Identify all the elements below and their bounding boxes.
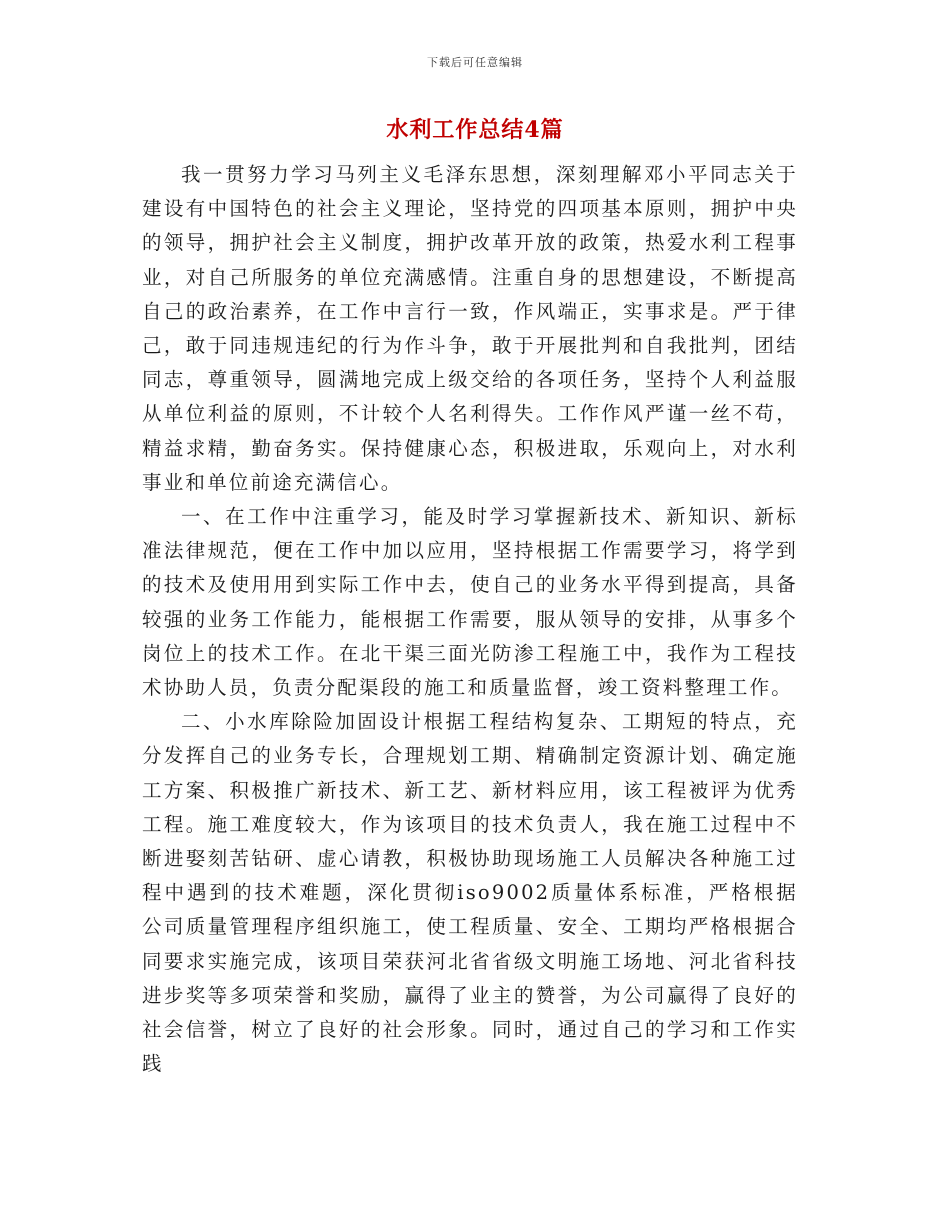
document-body <box>142 158 798 1081</box>
document-title: 水利工作总结4篇 <box>386 117 564 143</box>
header-note: 下载后可任意编辑 <box>427 56 523 69</box>
paragraph-intro: 我一贯努力学习马列主义毛泽东思想，深刻理解邓小平同志关于建设有中国特色的社会主义理论，坚持党的四项基本原则，拥护中央的领导，拥护社会主义制度，拥护改革开放的政策，热爱水利工程事业，对自己所服务的单位充满感情。注重自身的思想建设，不断提高自己的政治素养，在工作中言行一致，作风端正，实事求是。严于律己，敢于同违规违纪的行为作斗争，敢于开展批判和自我批判，团结同志，尊重领导，圆满地完成上级交给的各项任务，坚持个人利益服从单位利益的原则，不计较个人名利得失。工作作风严谨一丝不苟，精益求精，勤奋务实。保持健康心态，积极进取，乐观向上，对水利事业和单位前途充满信心。 <box>142 163 798 494</box>
paragraph-section-two: 二、小水库除险加固设计根据工程结构复杂、工期短的特点，充分发挥自己的业务专长，合理规划工期、精确制定资源计划、确定施工方案、积极推广新技术、新工艺、新材料应用，该工程被评为优秀工程。施工难度较大，作为该项目的技术负责人，我在施工过程中不断进娶刻苦钻研、虚心请教，积极协助现场施工人员解决各种施工过程中遇到的技术难题，深化贯彻iso9002质量体系标准，严格根据公司质量管理程序组织施工，使工程质量、安全、工期均严格根据合同要求实施完成，该项目荣获河北省省级文明施工场地、河北省科技进步奖等多项荣誉和奖励，赢得了业主的赞誉，为公司赢得了良好的社会信誉，树立了良好的社会形象。同时，通过自己的学习和工作实践 <box>142 710 798 1076</box>
paragraph-section-one: 一、在工作中注重学习，能及时学习掌握新技术、新知识、新标准法律规范，便在工作中加以应用，坚持根据工作需要学习，将学到的技术及使用用到实际工作中去，使自己的业务水平得到提高，具备较强的业务工作能力，能根据工作需要，服从领导的安排，从事多个岗位上的技术工作。在北干渠三面光防渗工程施工中，我作为工程技术协助人员，负责分配渠段的施工和质量监督，竣工资料整理工作。 <box>142 505 798 700</box>
